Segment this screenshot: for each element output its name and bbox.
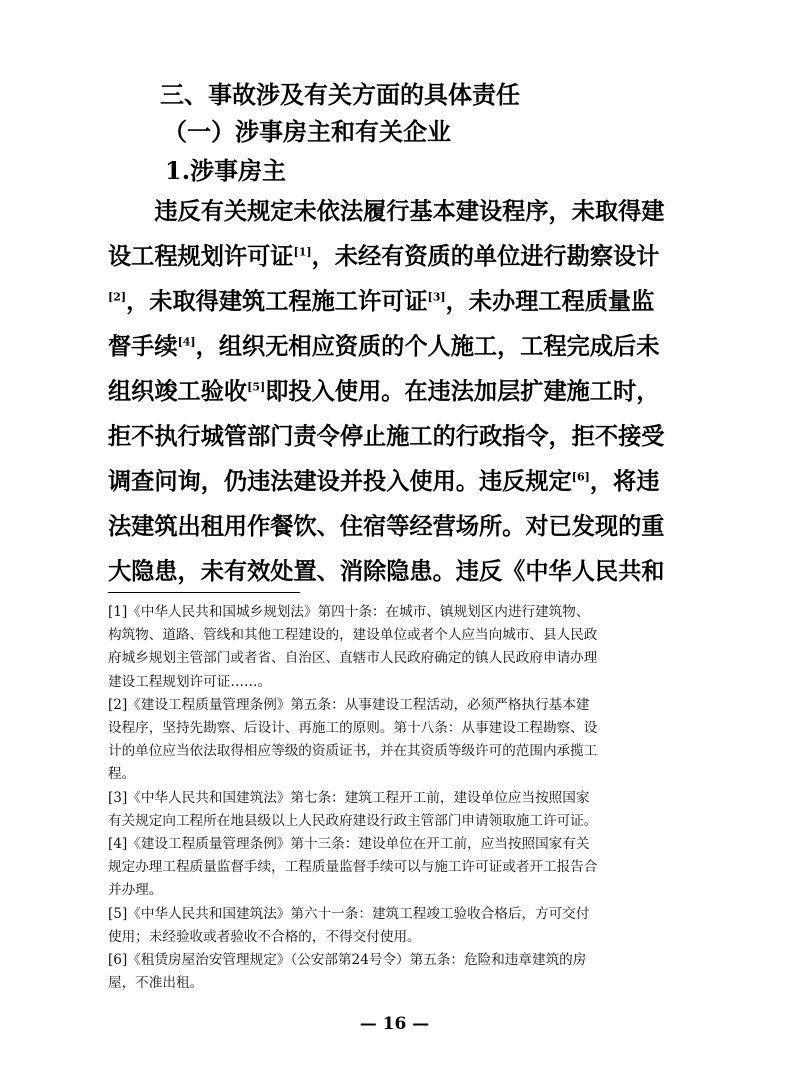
body-paragraph — [108, 193, 690, 585]
footnote-line: 规定办理工程质量监督手续，工程质量监督手续可以与施工许可证或者开工报告合 — [108, 859, 598, 876]
body-text-run: 大隐患，未有效处置、消除隐患。违反《中华人民共和 — [108, 558, 665, 585]
footnote-marker: [5] — [247, 380, 266, 394]
body-text-run: 督手续 — [108, 333, 178, 360]
body-line — [108, 193, 665, 231]
body-text-run: 设工程规划许可证 — [108, 243, 294, 270]
body-text-run: ，未办理工程质量监 — [445, 288, 655, 315]
page-number: — 16 — — [359, 1014, 430, 1034]
body-text-run: ，未经有资质的单位进行勘察设计 — [311, 243, 660, 270]
footnote-line: 有关规定向工程所在地县级以上人民政府建设行政主管部门申请领取施工许可证。 — [108, 812, 598, 829]
body-text-run: 拒不执行城管部门责令停止施工的行政指令，拒不接受 — [108, 423, 665, 450]
footnote-marker: [4] — [177, 335, 196, 349]
body-text-run: ，将违 — [589, 468, 660, 495]
body-text-run: 调查问询，仍违法建设并投入使用。违反规定 — [108, 468, 572, 495]
footnote-line: 府城乡规划主管部门或者省、自治区、直辖市人民政府确定的镇人民政府申请办理 — [108, 650, 598, 667]
footnotes-block — [108, 600, 690, 1000]
footnote-line: 程。 — [108, 766, 136, 783]
item-heading: 1.涉事房主 — [165, 156, 287, 185]
body-text-run: 违反有关规定未依法履行基本建设程序，未取得建 — [108, 198, 665, 225]
body-text-run: ，组织无相应资质的个人施工，工程完成后未 — [195, 333, 660, 360]
body-line — [108, 283, 654, 321]
body-line — [108, 238, 659, 276]
footnote-line: [5]《中华人民共和国建筑法》第六十一条：建筑工程竣工验收合格后，方可交付 — [108, 905, 590, 922]
body-text-run: 组织竣工验收 — [108, 378, 248, 405]
footnote-line: [3]《中华人民共和国建筑法》第七条：建筑工程开工前，建设单位应当按照国家 — [108, 789, 590, 806]
body-text-run: 即投入使用。在违法加层扩建施工时， — [265, 378, 660, 405]
body-line — [108, 463, 659, 501]
footnote-line: 计的单位应当依法取得相应等级的资质证书，并在其资质等级许可的范围内承揽工 — [108, 743, 598, 760]
body-text-run: 法建筑出租用作餐饮、住宿等经营场所。对已发现的重 — [108, 513, 665, 540]
body-text-run: ，未取得建筑工程施工许可证 — [126, 288, 428, 315]
section-heading: 三、事故涉及有关方面的具体责任 — [160, 81, 520, 109]
footnote-marker: [6] — [571, 470, 590, 484]
footnote-line: 构筑物、道路、管线和其他工程建设的，建设单位或者个人应当向城市、县人民政 — [108, 627, 598, 644]
footnote-line: [4]《建设工程质量管理条例》第十三条：建设单位在开工前，应当按照国家有关 — [108, 836, 590, 852]
footnote-line: [1]《中华人民共和国城乡规划法》第四十条：在城市、镇规划区内进行建筑物、 — [108, 604, 590, 620]
footnote-marker: [1] — [293, 245, 312, 259]
footnote-line: 并办理。 — [108, 882, 163, 899]
footnote-line: 屋，不准出租。 — [108, 975, 204, 992]
body-line — [108, 553, 665, 591]
body-line — [108, 373, 659, 411]
subsection-heading: （一）涉事房主和有关企业 — [163, 118, 451, 146]
footnote-line: 设程序，坚持先勘察、后设计、再施工的原则。第十八条：从事建设工程勘察、设 — [108, 720, 598, 736]
footnote-line: [6]《租赁房屋治安管理规定》（公安部第24号令）第五条：危险和违章建筑的房 — [108, 952, 587, 968]
footnote-divider — [108, 592, 300, 593]
footnote-line: 建设工程规划许可证……。 — [108, 673, 272, 690]
footnote-marker: [3] — [427, 290, 446, 304]
footnote-marker: [2] — [108, 290, 127, 304]
footnote-line: 使用；未经验收或者验收不合格的，不得交付使用。 — [108, 928, 421, 945]
body-line — [108, 508, 665, 546]
body-line — [108, 328, 659, 366]
body-line — [108, 418, 665, 456]
footnote-line: [2]《建设工程质量管理条例》第五条：从事建设工程活动，必须严格执行基本建 — [108, 696, 590, 713]
